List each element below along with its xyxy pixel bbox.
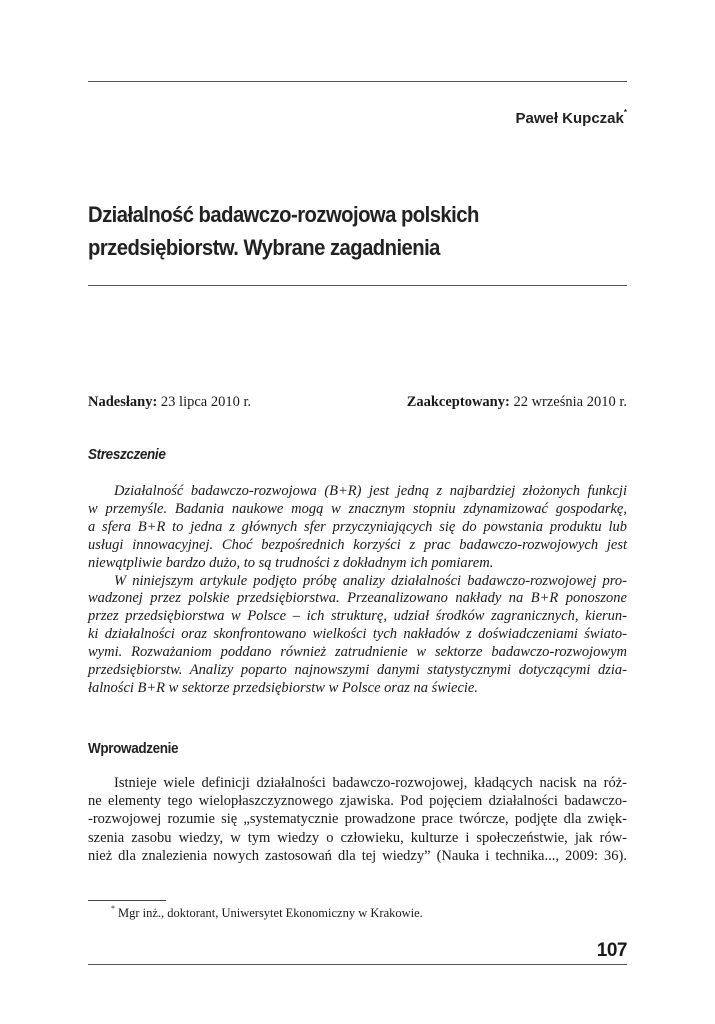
author-footnote-marker: * [623,108,627,117]
bottom-rule [88,964,627,965]
abstract-heading: Streszczenie [88,446,166,463]
abstract-line: ki działalności oraz skonfrontowano wielkości tych nakładów z doświadczeniami świato- [88,626,627,643]
submitted-date [88,394,251,411]
abstract-line: usługi innowacyjnej. Choć bezpośrednich korzyści z prac badawczo-rozwojowych jest [88,536,627,553]
footnote-marker: * [111,904,115,913]
abstract-line: W niniejszym artykule podjęto próbę analizy działalności badawczo-rozwojowej pro- [114,572,627,589]
accepted-value: 22 września 2010 r. [513,394,627,410]
submitted-label: Nadesłany: [88,394,158,410]
abstract-line: przez przedsiębiorstwa w Polsce – ich strukturę, udział środków zagranicznych, kierun- [88,608,627,625]
intro-line: -rozwojowej rozumie się „systematycznie prowadzone prace twórcze, podjęte dla zwięk- [88,811,627,828]
intro-line: nież dla znalezienia nowych zastosowań dla tej wiedzy” (Nauka i technika..., 2009: 36). [88,847,627,864]
abstract-line: Działalność badawczo-rozwojowa (B+R) jest jedną z najbardziej złożonych funkcji [114,483,627,499]
title-line-1: Działalność badawczo-rozwojowa polskich [88,202,479,227]
abstract-line: wymi. Rozważaniom poddano również zatrudnienie w sektorze badawczo-rozwojowym [88,644,627,661]
intro-line: szenia zasobu wiedzy, w tym wiedzy o człowieku, kulturze i społeczeństwie, jak rów- [88,829,627,846]
intro-heading: Wprowadzenie [88,740,179,757]
title-line-2: przedsiębiorstw. Wybrane zagadnienia [88,235,440,260]
intro-line: ne elementy tego wielopłaszczyznowego zjawiska. Pod pojęciem działalności badawczo- [88,793,627,810]
abstract-line: wadzonej przez polskie przedsiębiorstwa. Przeanalizowano nakłady na B+R ponoszone [88,590,627,607]
abstract-line: a sfera B+R to jedna z głównych sfer przyczyniających się do powstania produktu lub [88,518,627,535]
abstract-line: niewątpliwie bardzo dużo, to są trudności z dokładnym ich pomiarem. [88,554,494,571]
dates-row [88,394,627,411]
title-rule [88,285,627,286]
submitted-value: 23 lipca 2010 r. [160,394,252,410]
abstract-line: w przemyśle. Badania naukowe mogą w znacznym stopniu zdynamizować gospodarkę, [88,500,627,517]
abstract-text [88,483,627,698]
top-rule [88,81,627,82]
abstract-line: łalności B+R w sektorze przedsiębiorstw w Polsce oraz na świecie. [88,679,478,696]
footnote-text: Mgr inż., doktorant, Uniwersytet Ekonomiczny w Krakowie. [118,906,423,920]
accepted-date [407,394,627,411]
intro-text [88,774,627,865]
intro-line: Istnieje wiele definicji działalności badawczo-rozwojowej, kładących nacisk na róż- [114,775,627,791]
author-name [515,110,627,127]
footnote-rule [88,900,166,901]
article-title [88,198,574,264]
footnote [111,906,423,921]
abstract-line: przedsiębiorstw. Analizy poparto najnowszymi danymi statystycznymi dotyczącymi dzia- [88,662,627,679]
page-number: 107 [596,940,627,961]
author-name-text: Paweł Kupczak [515,110,624,127]
accepted-label: Zaakceptowany: [406,394,510,410]
